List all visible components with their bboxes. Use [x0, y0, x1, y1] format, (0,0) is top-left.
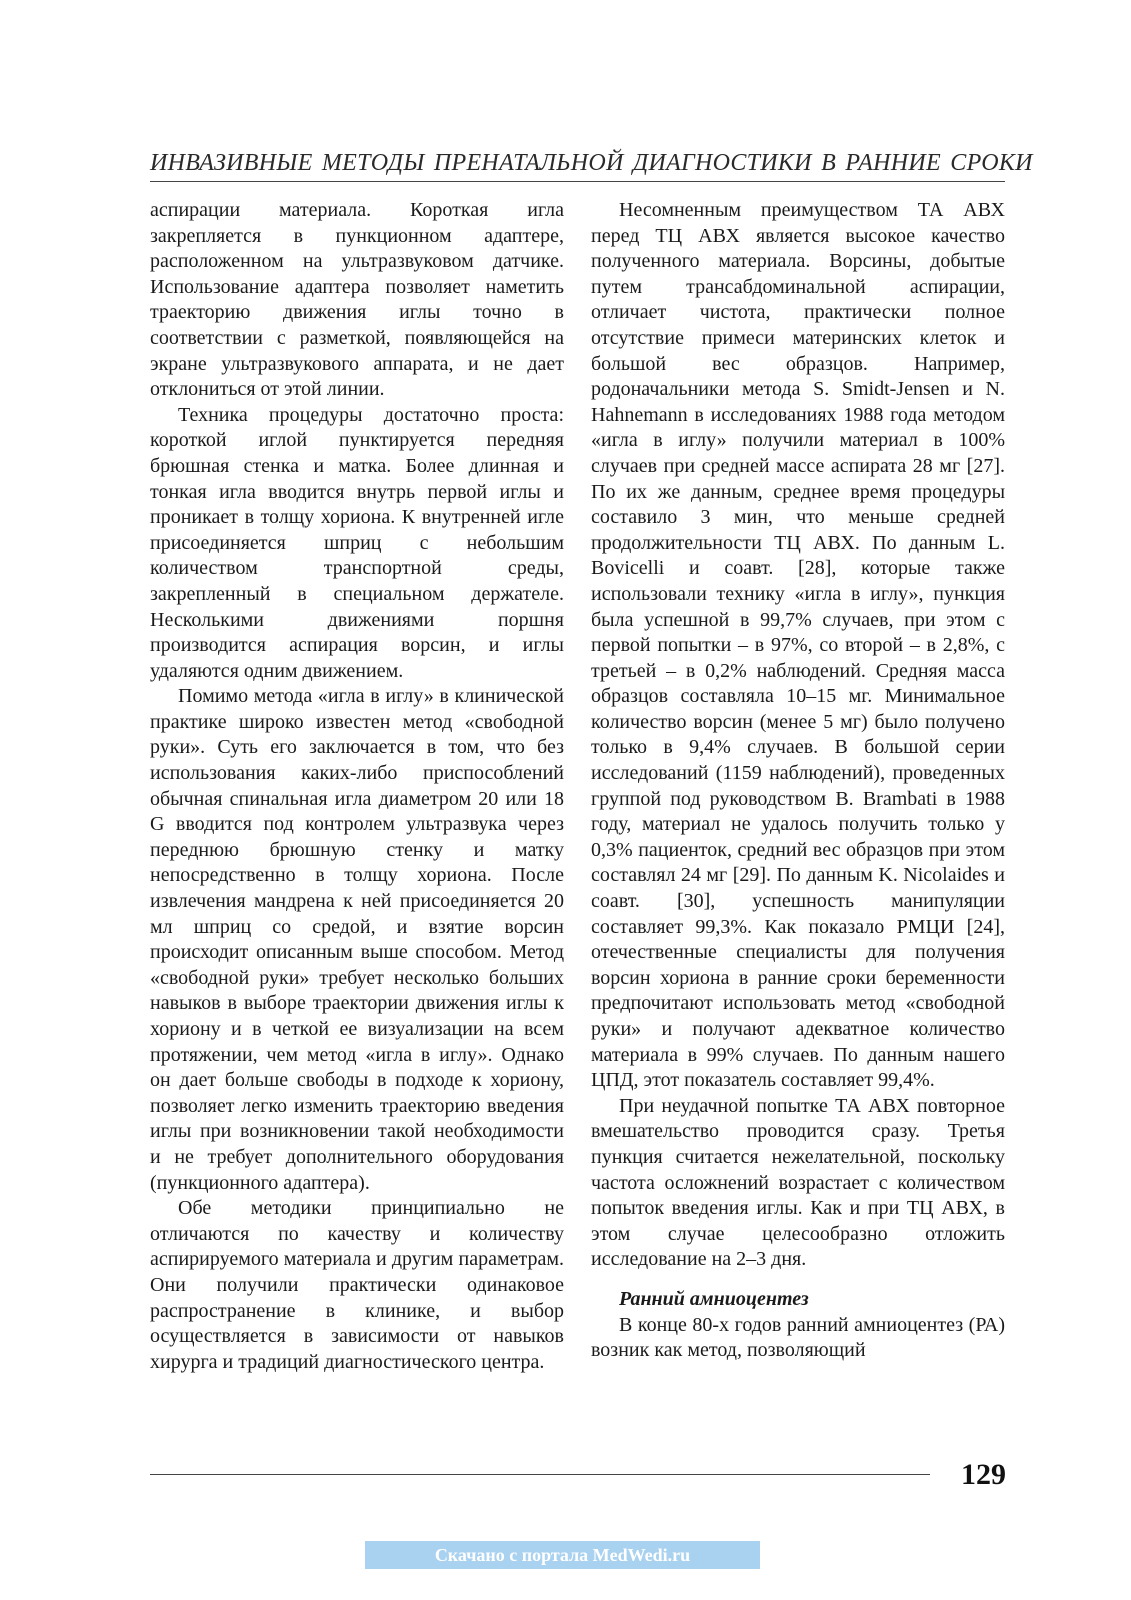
right-paragraph-2: При неудачной попытке ТА АВХ повторное вмешательство проводится сразу. Третья пункция считается нежелательной, поскольку частота осложнений возрастает с количеством попыток введения иглы. Как и при ТЦ АВХ, в этом случае целесообразно отложить исследование на 2–3 дня. [591, 1094, 1005, 1271]
left-paragraph-4: Обе методики принципиально не отличаются по качеству и количеству аспирируемого материала и другим параметрам. Они получили практически одинаковое распространение в клинике, и выбор осуществляется в зависимости от навыков хирурга и традиций диагностического центра. [150, 1197, 564, 1373]
header-rule [150, 181, 1005, 182]
footer-rule [150, 1474, 930, 1475]
right-paragraph-3: В конце 80-х годов ранний амниоцентез (РА) возник как метод, позволяющий [591, 1313, 1005, 1362]
right-paragraph-1: Несомненным преимуществом ТА АВХ перед ТЦ АВХ является высокое качество полученного материала. Ворсины, добытые путем трансабдоминальной аспирации, отличает чистота, практически полное отсутствие примеси материнских клеток и большой вес образцов. Например, родоначальники метода S. Smidt-Jensen и N. Hahnemann в исследованиях 1988 года методом «игла в иглу» получили материал в 100% случаев при средней массе аспирата 28 мг [27]. По их же данным, среднее время процедуры составило 3 мин, что меньше средней продолжительности ТЦ АВХ. По данным L. Bovicelli и соавт. [28], которые также использовали технику «игла в иглу», пункция была успешной в 99,7% случаев, при этом с первой попытки – в 97%, со второй – в 2,8%, с третьей – в 0,2% наблюдений. Средняя масса образцов составляла 10–15 мг. Минимальное количество ворсин (менее 5 мг) было получено только в 9,4% случаев. В большой серии исследований (1159 наблюдений), проведенных группой под руководством B. Brambati в 1988 году, материал не удалось получить только у 0,3% пациенток, средний вес образцов при этом составлял 24 мг [29]. По данным K. Nicolaides и соавт. [30], успешность манипуляции составляет 99,3%. Как показало РМЦИ [24], отечественные специалисты для получения ворсин хориона в ранние сроки беременности предпочитают использовать метод «свободной руки» и получают адекватное количество материала в 99% случаев. По данным нашего ЦПД, этот показатель составляет 99,4%. [591, 199, 1005, 1092]
right-column [591, 198, 1005, 1364]
running-header: ИНВАЗИВНЫЕ МЕТОДЫ ПРЕНАТАЛЬНОЙ ДИАГНОСТИКИ В РАННИЕ СРОКИ [150, 150, 1033, 176]
left-paragraph-3: Помимо метода «игла в иглу» в клинической практике широко известен метод «свободной руки». Суть его заключается в том, что без использования каких-либо приспособлений обычная спинальная игла диаметром 20 или 18 G вводится под контролем ультразвука через переднюю брюшную стенку и матку непосредственно в толщу хориона. После извлечения мандрена к ней присоединяется 20 мл шприц со средой, и взятие ворсин происходит описанным выше способом. Метод «свободной руки» требует несколько больших навыков в выборе траектории движения иглы к хориону и в четкой ее визуализации на всем протяжении, чем метод «игла в иглу». Однако он дает больше свободы в подходе к хориону, позволяет легко изменить траекторию введения иглы при возникновении такой необходимости и не требует дополнительного оборудования (пункционного адаптера). [150, 685, 564, 1194]
download-watermark-banner[interactable]: Скачано с портала MedWedi.ru [365, 1541, 760, 1569]
left-paragraph-1: аспирации материала. Короткая игла закрепляется в пункционном адаптере, расположенном на ультразвуковом датчике. Использование адаптера позволяет наметить траекторию движения иглы точно в соответствии с разметкой, появляющейся на экране ультразвукового аппарата, и не дает отклониться от этой линии. [150, 199, 564, 401]
section-subheading: Ранний амниоцентез [619, 1287, 809, 1310]
page-number: 129 [961, 1458, 1006, 1491]
left-paragraph-2: Техника процедуры достаточно проста: короткой иглой пунктируется передняя брюшная стенка и матка. Более длинная и тонкая игла вводится внутрь первой иглы и проникает в толщу хориона. К внутренней игле присоединяется шприц с небольшим количеством транспортной среды, закрепленный в специальном держателе. Несколькими движениями поршня производится аспирация ворсин, и иглы удаляются одним движением. [150, 403, 564, 682]
left-column [150, 198, 564, 1375]
